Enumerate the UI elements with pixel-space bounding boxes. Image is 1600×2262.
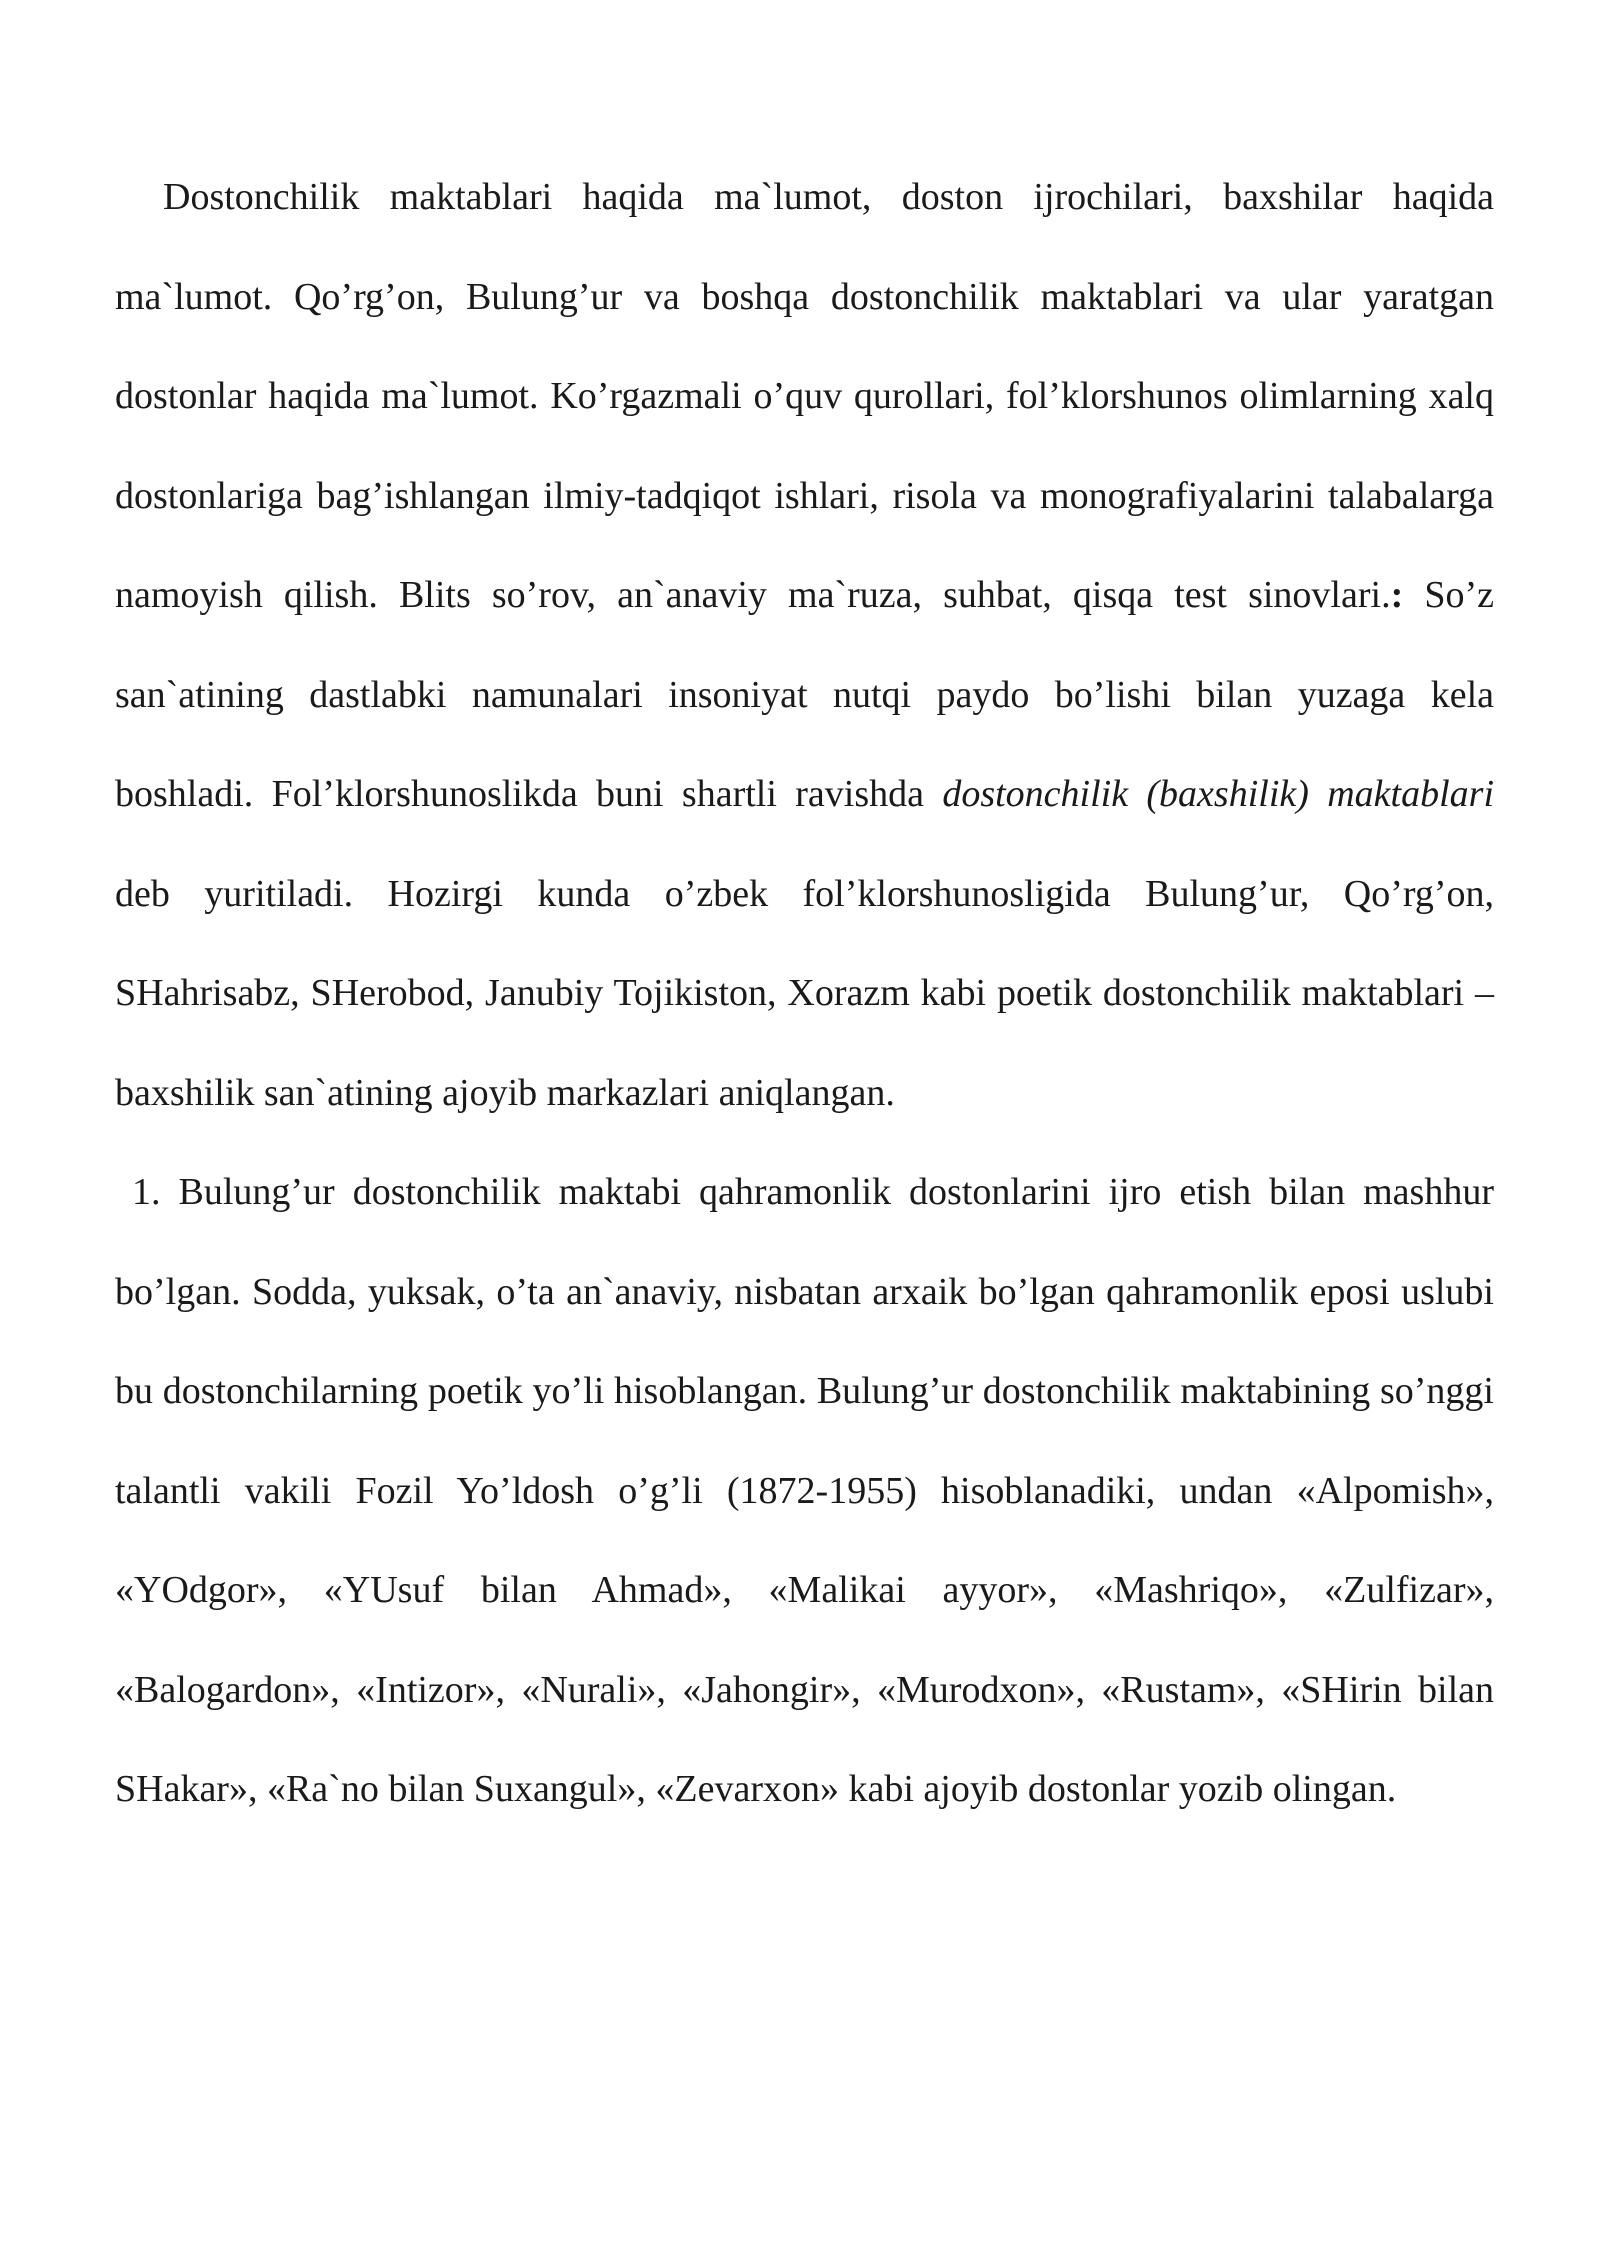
paragraph-intro-text-1: Dostonchilik maktablari haqida ma`lumot, doston ijrochilari, baxshilar haqida ma`lumot. Qo’rg’on, Bulung’ur va boshqa dostonchilik maktablari va ular yaratgan dostonlar haqida ma`lumot. Ko’rgazmali o’quv qurollari, fol’klorshunos olimlarning xalq dostonlariga bag’ishlangan ilmiy-tadqiqot ishlari, risola va monografiyalarini talabalarga namoyish qilish. Blits so’rov, an`anaviy ma`ruza, suhbat, qisqa test sinovlari. [115,176,1494,616]
bold-colon: : [1390,574,1404,616]
list-number: 1. [132,1171,161,1213]
document-page [115,148,1494,1840]
paragraph-intro-text-3: deb yuritiladi. Hozirgi kunda o’zbek fol’klorshunosligida Bulung’ur, Qo’rg’on, SHahrisabz, SHerobod, Janubiy Tojikiston, Xorazm kabi poetik dostonchilik maktablari – baxshilik san`atining ajoyib markazlari aniqlangan. [115,872,1494,1114]
numbered-paragraph [115,1143,1494,1840]
paragraph-intro [115,148,1494,1143]
italic-term: dostonchilik (baxshilik) maktablari [942,773,1494,815]
numbered-paragraph-text: Bulung’ur dostonchilik maktabi qahramonlik dostonlarini ijro etish bilan mashhur bo’lgan. Sodda, yuksak, o’ta an`anaviy, nisbatan arxaik bo’lgan qahramonlik eposi uslubi bu dostonchilarning poetik yo’li hisoblangan. Bulung’ur dostonchilik maktabining so’nggi talantli vakili Fozil Yo’ldosh o’g’li (1872-1955) hisoblanadiki, undan «Alpomish», «YOdgor», «YUsuf bilan Ahmad», «Malikai ayyor», «Mashriqo», «Zulfizar», «Balogardon», «Intizor», «Nurali», «Jahongir», «Murodxon», «Rustam», «SHirin bilan SHakar», «Ra`no bilan Suxangul», «Zevarxon» kabi ajoyib dostonlar yozib olingan. [115,1171,1494,1810]
paragraph-intro-text-2: So’z san`atining dastlabki namunalari insoniyat nutqi paydo bo’lishi bilan yuzaga kela boshladi. Fol’klorshunoslikda buni shartli ravishda [115,574,1494,815]
